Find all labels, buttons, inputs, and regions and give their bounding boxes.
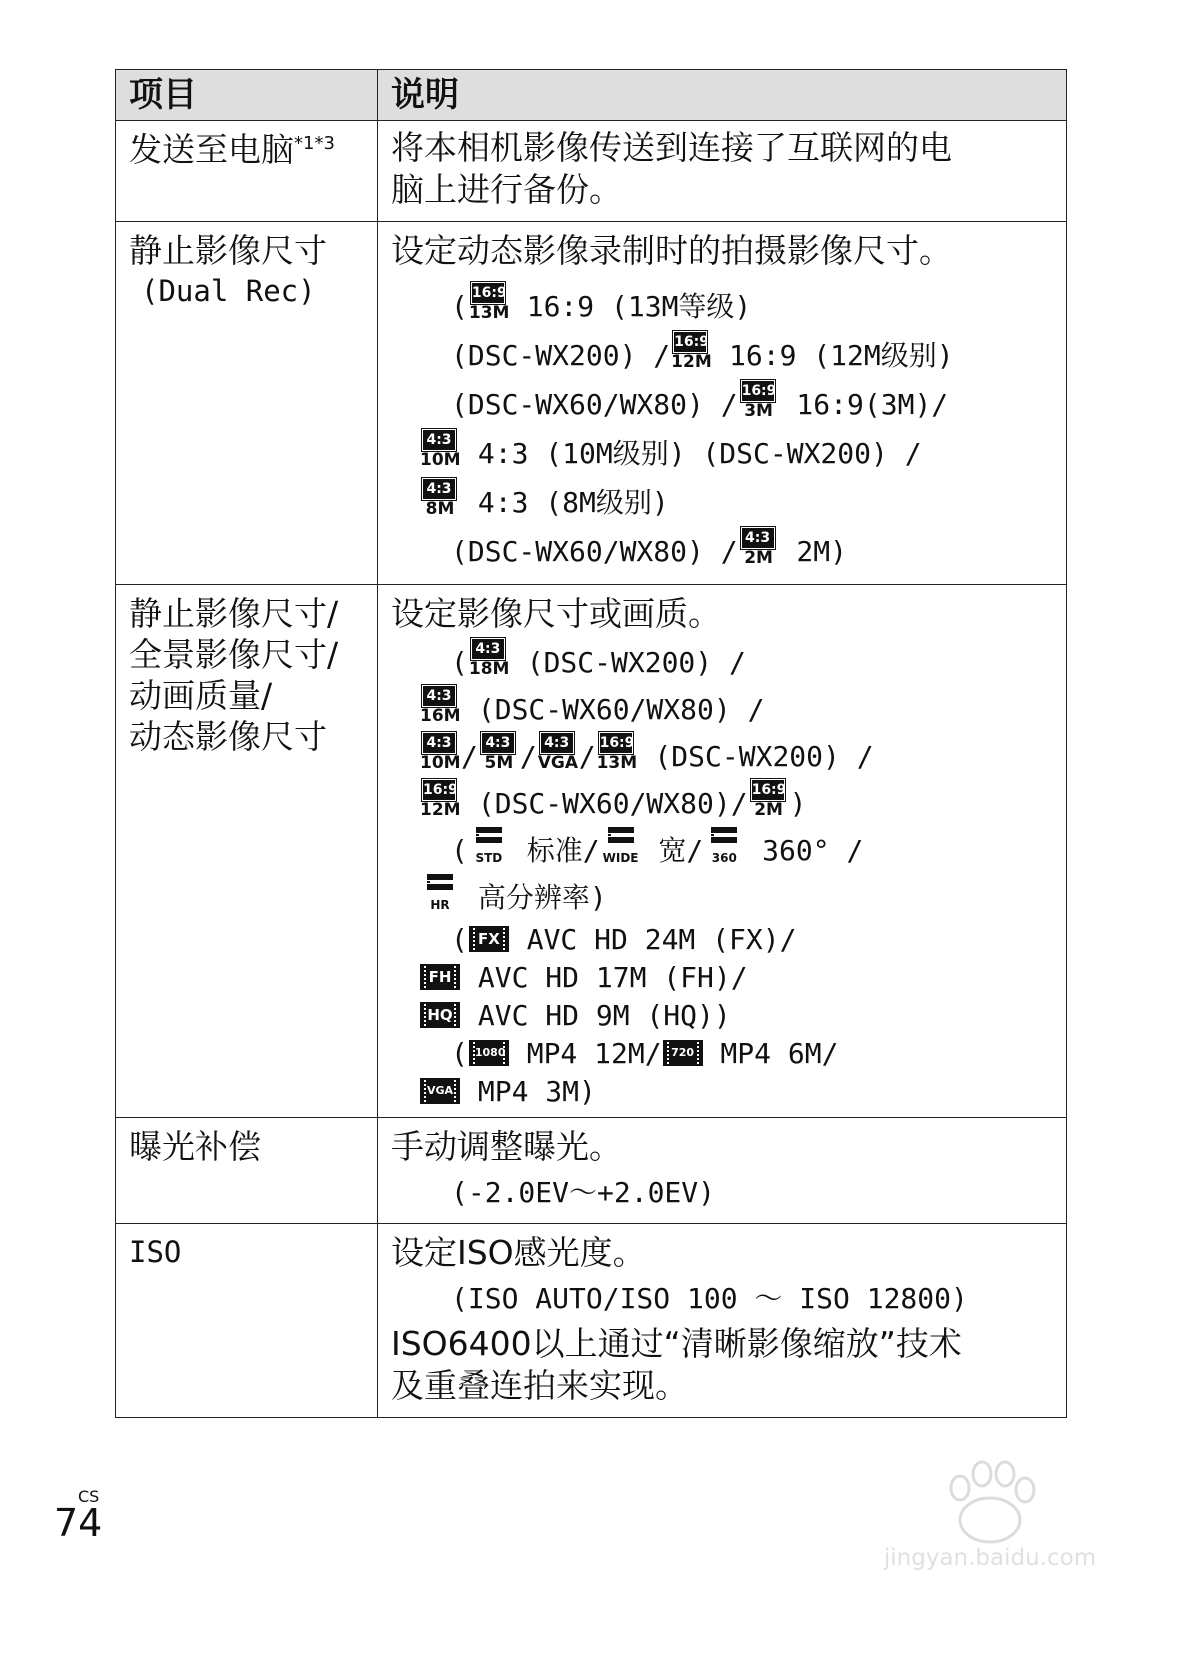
item-label: 动态影像尺寸 (129, 717, 327, 756)
desc-text: 设定动态影像录制时的拍摄影像尺寸。 (391, 231, 952, 270)
list-item: 16:9 12M (DSC-WX60/WX80)/ 16:9 2M ) (420, 782, 807, 820)
list-item: ( 4:3 18M (DSC-WX200) / (451, 641, 746, 679)
item-label: ISO (129, 1235, 182, 1269)
movie-vga-icon: VGA (420, 1078, 460, 1104)
image-size-icon: 16:9 13M (596, 735, 638, 773)
list-item: HQ AVC HD 9M (HQ)) (391, 997, 1053, 1035)
list-item: ( STD 标准/ WIDE 宽/ 360 360° / (391, 827, 1053, 874)
panorama-size-list (391, 827, 1053, 921)
list-item: (DSC-WX60/WX80) / 16:9 3M 16:9(3M)/ (451, 383, 949, 421)
note-line: ISO6400以上通过“清晰影像缩放”技术 (391, 1324, 962, 1363)
iso-range (391, 1274, 1053, 1323)
note-line: 及重叠连拍来实现。 (391, 1366, 688, 1405)
list-item: (DSC-WX60/WX80) / 4:3 2M 2M) (451, 530, 848, 568)
row-iso-item (116, 1224, 378, 1418)
row-still-size-dualrec-item (116, 222, 378, 585)
image-size-icon: 16:9 3M (741, 383, 777, 421)
item-label: 曝光补偿 (129, 1127, 261, 1166)
still-size-list (391, 639, 1053, 827)
watermark-url: jingyan.baidu.com (883, 1545, 1097, 1571)
desc-line: 将本相机影像传送到连接了互联网的电 (391, 128, 952, 167)
table-header-row (116, 70, 1067, 121)
row-send-to-pc-desc (378, 121, 1067, 222)
note-text (391, 1323, 1053, 1407)
desc-text (391, 127, 1053, 211)
header-item: 项目 (116, 70, 378, 121)
image-size-icon: 16:9 2M (751, 782, 787, 820)
desc-text: 设定ISO感光度。 (391, 1233, 646, 1272)
item-label: 动画质量/ (129, 676, 273, 715)
movie-fh-icon: FH (420, 964, 460, 990)
panorama-360-icon: 360 (704, 827, 744, 867)
table-row (116, 121, 1067, 222)
list-item: ( FX AVC HD 24M (FX)/ (451, 923, 797, 956)
row-size-quality-desc (378, 585, 1067, 1118)
baidu-jingyan-watermark (830, 1450, 1150, 1630)
list-item: 4:3 8M 4:3 (8M级别) (391, 478, 1053, 527)
image-size-icon: 4:3 8M (420, 479, 460, 519)
row-exposure-item (116, 1118, 378, 1224)
page-number: 74 (54, 1501, 103, 1545)
item-sub-label: (Dual Rec) (141, 274, 316, 308)
image-size-icon: 16:9 13M (468, 285, 510, 323)
range-text: (ISO AUTO/ISO 100 ～ ISO 12800) (451, 1282, 968, 1315)
image-size-icon: 4:3 16M (420, 688, 461, 726)
list-item: (DSC-WX200) / 16:9 12M 16:9 (12M级别) (451, 334, 954, 372)
list-item: 4:3 10M 4:3 (10M级别) (DSC-WX200) / (420, 432, 922, 470)
panorama-hr-icon: HR (420, 874, 460, 914)
image-size-icon: 4:3 VGA (537, 735, 578, 773)
paw-logo-icon (830, 1450, 1150, 1550)
movie-fx-icon: FX (469, 926, 509, 952)
list-item: VGA MP4 3M) (391, 1073, 1053, 1111)
row-size-quality-item (116, 585, 378, 1118)
image-size-icon: 4:3 5M (479, 733, 519, 773)
list-item: ( 1080 MP4 12M/ 720 MP4 6M/ (451, 1037, 839, 1070)
language-code: CS (78, 1487, 100, 1506)
list-item: 4:3 16M (DSC-WX60/WX80) / (420, 688, 765, 726)
movie-720-icon: 720 (663, 1040, 703, 1066)
row-iso-desc (378, 1224, 1067, 1418)
desc-line: 脑上进行备份。 (391, 170, 622, 209)
image-size-icon: 4:3 10M (420, 432, 461, 470)
item-label: 全景影像尺寸/ (129, 635, 339, 674)
table-row (116, 1224, 1067, 1418)
panorama-std-icon: STD (469, 827, 509, 867)
item-label: 静止影像尺寸 (129, 231, 327, 270)
range-text: (-2.0EV～+2.0EV) (451, 1176, 716, 1209)
spec-table (115, 69, 1067, 1418)
table-row (116, 222, 1067, 585)
item-label: 发送至电脑 (129, 130, 294, 169)
image-size-icon: 4:3 18M (468, 641, 510, 679)
image-size-icon: 4:3 10M (420, 735, 461, 773)
image-size-list (391, 282, 1053, 576)
row-send-to-pc-item (116, 121, 378, 222)
table-row (116, 1118, 1067, 1224)
panorama-wide-icon: WIDE (601, 827, 641, 867)
movie-1080-icon: 1080 (469, 1040, 509, 1066)
list-item: 4:3 10M / 4:3 5M / 4:3 VGA / 16:9 13M (DSC-WX200) / (420, 735, 874, 773)
list-item: FH AVC HD 17M (FH)/ (391, 959, 1053, 997)
row-exposure-desc (378, 1118, 1067, 1224)
table-row (116, 585, 1067, 1118)
image-size-icon: 4:3 2M (739, 528, 779, 568)
movie-hq-icon: HQ (420, 1002, 460, 1028)
list-item: HR 高分辨率) (391, 874, 1053, 921)
row-still-size-dualrec-desc (378, 222, 1067, 585)
image-size-icon: 16:9 12M (671, 334, 712, 372)
list-item: ( 16:9 13M 16:9 (13M等级) (451, 285, 752, 323)
desc-text: 设定影像尺寸或画质。 (391, 594, 721, 633)
footnote-ref: *1*3 (294, 133, 335, 154)
image-size-icon: 16:9 12M (420, 782, 461, 820)
item-label: 静止影像尺寸/ (129, 594, 339, 633)
header-desc: 说明 (378, 70, 1067, 121)
desc-text: 手动调整曝光。 (391, 1127, 622, 1166)
exposure-range (391, 1168, 1053, 1217)
movie-quality-list (391, 921, 1053, 1111)
